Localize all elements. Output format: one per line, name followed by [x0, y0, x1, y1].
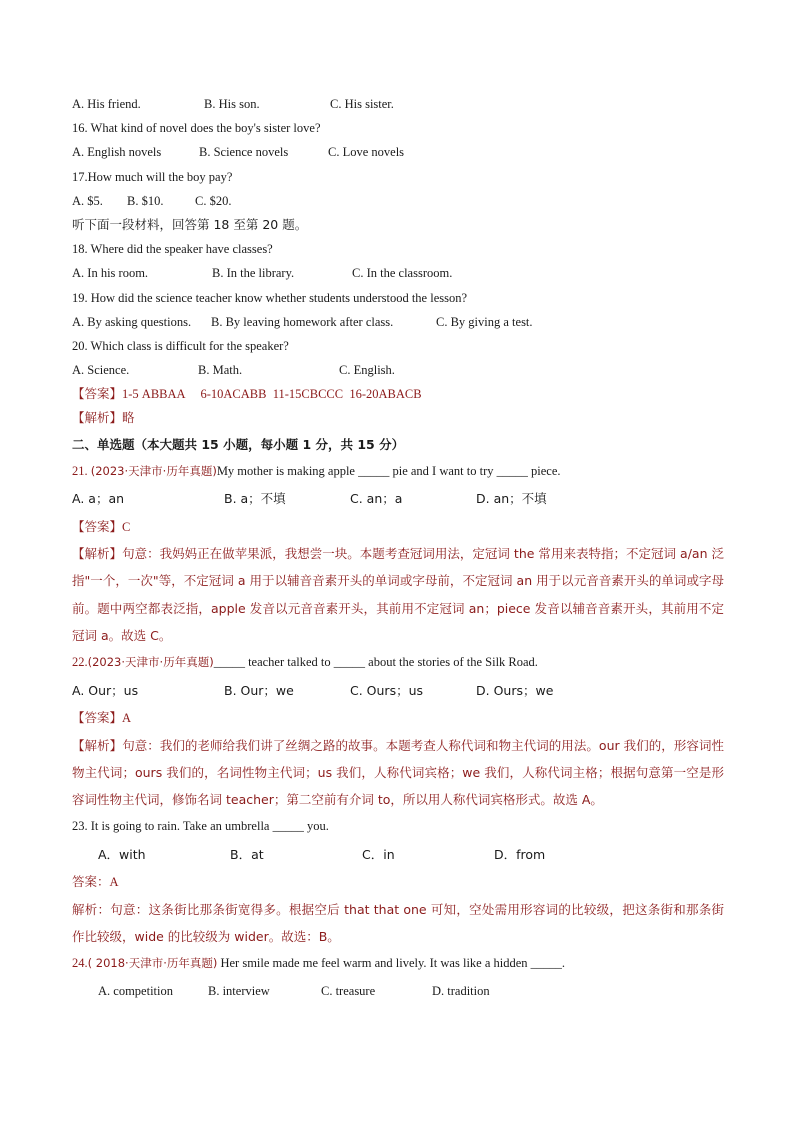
q24-text: Her smile made me feel warm and lively. It was like a hidden _____. — [217, 956, 566, 971]
q24-options — [72, 978, 724, 1005]
q24-option-a: A. competition — [98, 983, 173, 998]
q23-analysis-label: 解析： — [72, 901, 111, 917]
q21-answer-value: C — [122, 519, 131, 534]
q21-options — [72, 485, 724, 512]
q23-answer — [72, 868, 724, 895]
q16-option-a: A. English novels — [72, 145, 162, 160]
q18-option-c: C. In the classroom. — [352, 266, 453, 281]
listening-answer — [72, 382, 724, 406]
q21-analysis — [72, 540, 724, 649]
q21-option-d: D. an；不填 — [476, 491, 547, 507]
q24-option-c: C. treasure — [321, 983, 376, 998]
q21-text: My mother is making apple _____ pie and I want to try _____ piece. — [216, 464, 561, 479]
answer-label: 【答案】 — [72, 386, 123, 402]
q24-source: ( 2018·天津市·历年真题) — [87, 956, 218, 971]
analysis-text: 略 — [122, 410, 135, 426]
q23-option-c: C．in — [362, 846, 395, 862]
q22-source: (2023·天津市·历年真题) — [87, 655, 214, 670]
q17-option-c: C. $20. — [195, 193, 232, 208]
q23-answer-label: 答案： — [72, 874, 110, 890]
q20-option-a: A. Science. — [72, 363, 130, 378]
q18-option-a: A. In his room. — [72, 266, 149, 281]
q22-analysis-label: 【解析】 — [72, 737, 123, 753]
q18-option-b: B. In the library. — [212, 266, 295, 281]
answer-text: 1-5 ABBAA 6-10ACABB 11-15CBCCC 16-20ABACB — [122, 387, 422, 402]
q22-option-a: A. Our；us — [72, 682, 139, 698]
q24-option-d: D. tradition — [432, 983, 490, 998]
q19-option-c: C. By giving a test. — [436, 314, 533, 329]
q20-options — [72, 358, 724, 382]
q15-option-a: A. His friend. — [72, 97, 141, 111]
q21-option-b: B. a；不填 — [224, 491, 286, 507]
q22-text: _____ teacher talked to _____ about the stories of the Silk Road. — [213, 655, 538, 670]
q23-analysis-text: 句意：这条街比那条街宽得多。根据空后 that that one 可知，空处需用形容词的比较级，把这条街和那条街作比较级，wide 的比较级为 wider。故选：B。 — [72, 901, 724, 944]
q19-options — [72, 310, 724, 334]
q21-answer-label: 【答案】 — [72, 518, 123, 534]
document-page — [72, 92, 724, 1005]
q16-option-c: C. Love novels — [328, 145, 405, 160]
q17-option-b: B. $10. — [127, 193, 164, 208]
q22-analysis — [72, 732, 724, 814]
q22-analysis-text: 句意：我们的老师给我们讲了丝绸之路的故事。本题考查人称代词和物主代词的用法。our 我们的，形容词性物主代词；ours 我们的，名词性物主代词；us 我们，人称代词宾格；we 我们，人称代词主格；根据句意第一空是形容词性物主代词，修饰名词 teacher；第二空前有介词 to，所以用人称代词宾格形式。故选 A。 — [72, 737, 724, 808]
q20-question: 20. Which class is difficult for the speaker? — [72, 338, 289, 353]
q19-option-b: B. By leaving homework after class. — [211, 314, 394, 329]
q22-options — [72, 677, 724, 704]
q21-number: 21. — [72, 464, 88, 479]
listening-analysis — [72, 406, 724, 430]
q21-analysis-label: 【解析】 — [72, 546, 123, 562]
q17-question: 17.How much will the boy pay? — [72, 169, 233, 184]
q16-question: 16. What kind of novel does the boy's sister love? — [72, 121, 321, 136]
q23-option-d: D．from — [494, 846, 546, 862]
q18-question: 18. Where did the speaker have classes? — [72, 242, 273, 257]
q16-options — [72, 140, 724, 164]
q20-option-c: C. English. — [339, 363, 395, 378]
q22-option-c: C. Ours；us — [350, 682, 424, 698]
listening-instruction: 听下面一段材料，回答第 18 至第 20 题。 — [72, 216, 308, 232]
q24-option-b: B. interview — [208, 983, 270, 998]
q21-question — [72, 458, 724, 485]
q23-option-b: B．at — [230, 846, 264, 862]
q22-option-d: D. Ours；we — [476, 682, 554, 698]
q21-option-a: A. a；an — [72, 491, 125, 507]
q21-answer — [72, 513, 724, 540]
q19-question: 19. How did the science teacher know whether students understood the lesson? — [72, 290, 468, 305]
q23-option-a: A．with — [98, 846, 146, 862]
analysis-label: 【解析】 — [72, 410, 123, 426]
q23-options — [72, 841, 724, 868]
q21-analysis-text: 句意：我妈妈正在做苹果派，我想尝一块。本题考查冠词用法，定冠词 the 常用来表特指；不定冠词 a/an 泛指"一个，一次"等，不定冠词 a 用于以辅音音素开头的单词或字母前，不定冠词 an 用于以元音音素开头的单词或字母前。题中两空都表泛指，apple 发音以元音音素开头，其前用不定冠词 an；piece 发音以辅音音素开头，其前用不定冠词 a。故选 C。 — [72, 546, 724, 644]
q20-option-b: B. Math. — [198, 363, 243, 378]
section-2-title: 二、单选题（本大题共 15 小题，每小题 1 分，共 15 分） — [72, 436, 405, 452]
q23-answer-value: A — [109, 875, 119, 890]
q23-analysis — [72, 896, 724, 951]
q17-options — [72, 189, 724, 213]
q22-answer — [72, 704, 724, 731]
q19-option-a: A. By asking questions. — [72, 314, 192, 329]
q21-option-c: C. an；a — [350, 491, 403, 507]
q22-question — [72, 649, 724, 676]
q21-source: (2023·天津市·历年真题) — [90, 464, 217, 479]
q15-option-b: B. His son. — [204, 97, 260, 111]
q22-number: 22. — [72, 655, 88, 670]
q16-option-b: B. Science novels — [199, 145, 289, 160]
q22-answer-label: 【答案】 — [72, 710, 123, 726]
q24-question — [72, 950, 724, 977]
q24-number: 24. — [72, 956, 88, 971]
q22-option-b: B. Our；we — [224, 682, 294, 698]
q17-option-a: A. $5. — [72, 193, 103, 208]
q15-option-c: C. His sister. — [330, 97, 394, 111]
q23-question: 23. It is going to rain. Take an umbrella _____ you. — [72, 819, 329, 834]
q22-answer-value: A — [122, 711, 132, 726]
q18-options — [72, 261, 724, 285]
q15-options — [72, 92, 724, 116]
